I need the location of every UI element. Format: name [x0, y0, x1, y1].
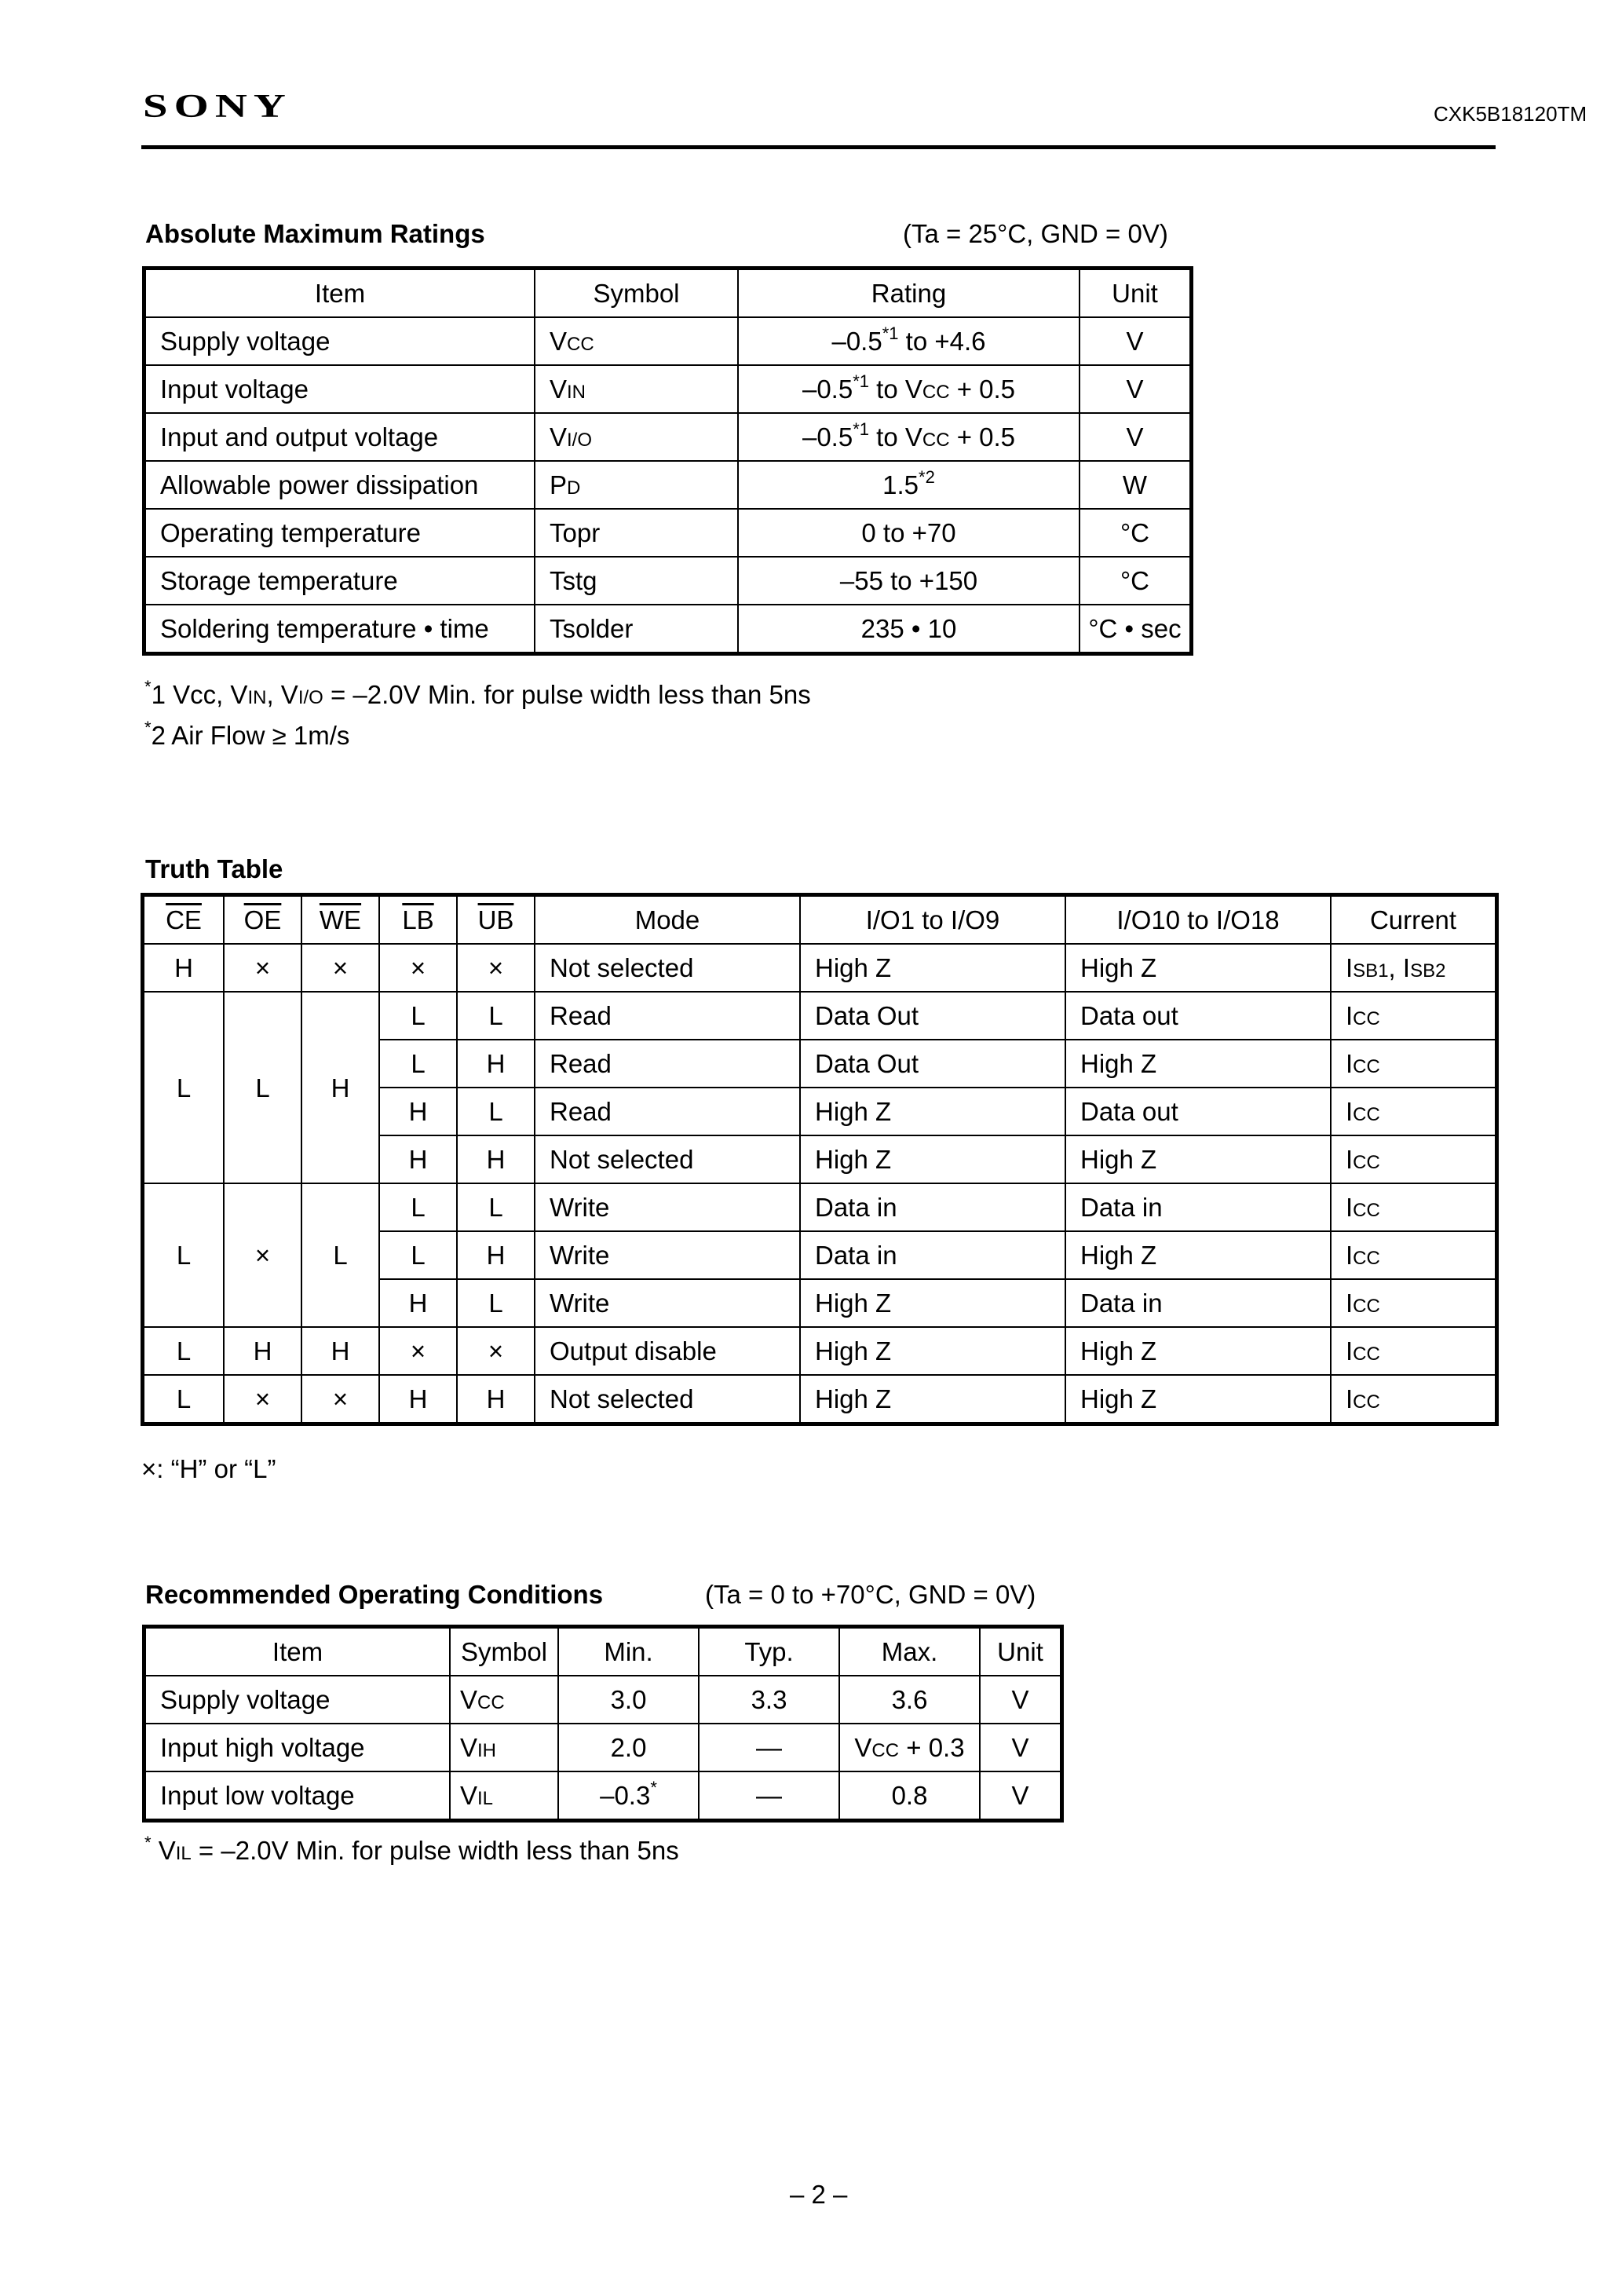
symbol-cell: VIL	[450, 1771, 558, 1819]
rating-cell: –0.5$^{*1}$ to VCC + 0.5	[738, 413, 1080, 461]
table-row	[145, 1676, 1061, 1724]
table-row	[145, 413, 1190, 461]
lb-cell: ×	[379, 944, 457, 992]
symbol-cell: PD	[535, 461, 738, 509]
we-cell: H	[301, 992, 379, 1183]
col-header: $\overline{UB}$	[457, 896, 535, 944]
mode-cell: Not selected	[535, 1135, 800, 1183]
min-cell: 3.0	[558, 1676, 699, 1724]
table-row	[144, 1183, 1496, 1231]
unit-cell: V	[980, 1676, 1061, 1724]
io10-cell: Data out	[1065, 1088, 1331, 1135]
max-cell: 3.6	[839, 1676, 980, 1724]
mode-cell: Output disable	[535, 1327, 800, 1375]
col-header: $\overline{LB}$	[379, 896, 457, 944]
io1-cell: Data in	[800, 1231, 1065, 1279]
item-cell: Input and output voltage	[145, 413, 535, 461]
col-header: Unit	[980, 1628, 1061, 1676]
item-cell: Allowable power dissipation	[145, 461, 535, 509]
io10-cell: High Z	[1065, 1135, 1331, 1183]
lb-cell: H	[379, 1279, 457, 1327]
ce-cell: L	[144, 1375, 224, 1423]
mode-cell: Read	[535, 1040, 800, 1088]
ub-cell: ×	[457, 1327, 535, 1375]
min-cell: –0.3*	[558, 1771, 699, 1819]
current-cell: ICC	[1331, 1088, 1496, 1135]
io1-cell: Data Out	[800, 992, 1065, 1040]
truth-header-row	[144, 896, 1496, 944]
current-cell: ICC	[1331, 1231, 1496, 1279]
col-header: Symbol	[450, 1628, 558, 1676]
unit-cell: °C • sec	[1080, 605, 1190, 653]
item-cell: Input low voltage	[145, 1771, 450, 1819]
we-cell: L	[301, 1183, 379, 1327]
lb-cell: H	[379, 1088, 457, 1135]
header-rule	[141, 145, 1496, 149]
col-header: Symbol	[535, 269, 738, 317]
io10-cell: Data out	[1065, 992, 1331, 1040]
current-cell: ICC	[1331, 1135, 1496, 1183]
unit-cell: V	[980, 1724, 1061, 1771]
ub-cell: H	[457, 1375, 535, 1423]
abs-max-note-2: *2 Air Flow ≥ 1m/s	[144, 718, 350, 750]
ub-cell: ×	[457, 944, 535, 992]
io10-cell: High Z	[1065, 1375, 1331, 1423]
table-row	[145, 1724, 1061, 1771]
io1-cell: High Z	[800, 1088, 1065, 1135]
ub-cell: H	[457, 1231, 535, 1279]
item-cell: Supply voltage	[145, 1676, 450, 1724]
io1-cell: High Z	[800, 944, 1065, 992]
col-header: Current	[1331, 896, 1496, 944]
typ-cell: —	[699, 1724, 839, 1771]
ub-cell: L	[457, 1088, 535, 1135]
item-cell: Supply voltage	[145, 317, 535, 365]
mode-cell: Read	[535, 1088, 800, 1135]
table-row	[145, 317, 1190, 365]
truth-table	[143, 895, 1496, 1424]
item-cell: Input voltage	[145, 365, 535, 413]
col-header: $\overline{CE}$	[144, 896, 224, 944]
io10-cell: High Z	[1065, 1231, 1331, 1279]
item-cell: Soldering temperature • time	[145, 605, 535, 653]
rec-op-table	[144, 1627, 1061, 1820]
symbol-cell: Tstg	[535, 557, 738, 605]
io1-cell: Data in	[800, 1183, 1065, 1231]
col-header: I/O1 to I/O9	[800, 896, 1065, 944]
col-header: Unit	[1080, 269, 1190, 317]
mode-cell: Not selected	[535, 1375, 800, 1423]
lb-cell: L	[379, 1183, 457, 1231]
oe-cell: ×	[224, 944, 301, 992]
col-header: $\overline{OE}$	[224, 896, 301, 944]
lb-cell: L	[379, 1040, 457, 1088]
symbol-cell: VIN	[535, 365, 738, 413]
current-cell: ICC	[1331, 992, 1496, 1040]
lb-cell: H	[379, 1375, 457, 1423]
truth-table-note: ×: “H” or “L”	[141, 1454, 276, 1483]
io1-cell: Data Out	[800, 1040, 1065, 1088]
table-row	[144, 944, 1496, 992]
col-header: $\overline{WE}$	[301, 896, 379, 944]
current-cell: ICC	[1331, 1040, 1496, 1088]
io1-cell: High Z	[800, 1327, 1065, 1375]
oe-cell: L	[224, 992, 301, 1183]
oe-cell: H	[224, 1327, 301, 1375]
io10-cell: High Z	[1065, 1040, 1331, 1088]
lb-cell: L	[379, 992, 457, 1040]
col-header: Rating	[738, 269, 1080, 317]
rating-cell: 1.5$^{*2}$	[738, 461, 1080, 509]
col-header: I/O10 to I/O18	[1065, 896, 1331, 944]
ce-cell: H	[144, 944, 224, 992]
symbol-cell: VI/O	[535, 413, 738, 461]
unit-cell: V	[1080, 365, 1190, 413]
lb-cell: L	[379, 1231, 457, 1279]
rating-cell: –0.5$^{*1}$ to VCC + 0.5	[738, 365, 1080, 413]
ub-cell: L	[457, 1183, 535, 1231]
abs-max-header-row	[145, 269, 1190, 317]
col-header: Mode	[535, 896, 800, 944]
table-row	[144, 992, 1496, 1040]
symbol-cell: VCC	[535, 317, 738, 365]
truth-table-title: Truth Table	[145, 854, 283, 883]
io10-cell: High Z	[1065, 1327, 1331, 1375]
unit-cell: V	[1080, 413, 1190, 461]
rating-cell: 235 • 10	[738, 605, 1080, 653]
rating-cell: 0 to +70	[738, 509, 1080, 557]
ub-cell: L	[457, 992, 535, 1040]
ub-cell: H	[457, 1135, 535, 1183]
typ-cell: 3.3	[699, 1676, 839, 1724]
symbol-cell: VCC	[450, 1676, 558, 1724]
max-cell: 0.8	[839, 1771, 980, 1819]
current-cell: ISB1, ISB2	[1331, 944, 1496, 992]
max-cell: VCC + 0.3	[839, 1724, 980, 1771]
lb-cell: ×	[379, 1327, 457, 1375]
ce-cell: L	[144, 992, 224, 1183]
io1-cell: High Z	[800, 1279, 1065, 1327]
we-cell: ×	[301, 944, 379, 992]
table-row	[145, 509, 1190, 557]
current-cell: ICC	[1331, 1375, 1496, 1423]
unit-cell: °C	[1080, 557, 1190, 605]
mode-cell: Read	[535, 992, 800, 1040]
io10-cell: Data in	[1065, 1279, 1331, 1327]
col-header: Max.	[839, 1628, 980, 1676]
rating-cell: –55 to +150	[738, 557, 1080, 605]
rating-cell: –0.5$^{*1}$ to +4.6	[738, 317, 1080, 365]
abs-max-table	[144, 269, 1191, 653]
unit-cell: V	[1080, 317, 1190, 365]
rec-op-title: Recommended Operating Conditions	[145, 1580, 604, 1609]
we-cell: H	[301, 1327, 379, 1375]
item-cell: Input high voltage	[145, 1724, 450, 1771]
current-cell: ICC	[1331, 1327, 1496, 1375]
table-row	[145, 605, 1190, 653]
ce-cell: L	[144, 1327, 224, 1375]
ub-cell: L	[457, 1279, 535, 1327]
oe-cell: ×	[224, 1183, 301, 1327]
symbol-cell: Topr	[535, 509, 738, 557]
ce-cell: L	[144, 1183, 224, 1327]
we-cell: ×	[301, 1375, 379, 1423]
mode-cell: Write	[535, 1279, 800, 1327]
table-row	[144, 1375, 1496, 1423]
mode-cell: Not selected	[535, 944, 800, 992]
abs-max-title: Absolute Maximum Ratings	[145, 219, 485, 248]
col-header: Item	[145, 1628, 450, 1676]
unit-cell: W	[1080, 461, 1190, 509]
item-cell: Operating temperature	[145, 509, 535, 557]
part-number: CXK5B18120TM	[1434, 102, 1587, 126]
rec-op-note: * VIL = –2.0V Min. for pulse width less than 5ns	[144, 1833, 679, 1865]
io10-cell: Data in	[1065, 1183, 1331, 1231]
table-row	[144, 1327, 1496, 1375]
table-row	[145, 461, 1190, 509]
symbol-cell: VIH	[450, 1724, 558, 1771]
abs-max-condition: (Ta = 25°C, GND = 0V)	[903, 219, 1168, 248]
min-cell: 2.0	[558, 1724, 699, 1771]
unit-cell: °C	[1080, 509, 1190, 557]
table-row	[145, 557, 1190, 605]
unit-cell: V	[980, 1771, 1061, 1819]
ub-cell: H	[457, 1040, 535, 1088]
sony-logo: SONY	[143, 89, 292, 125]
io1-cell: High Z	[800, 1135, 1065, 1183]
table-row	[145, 365, 1190, 413]
symbol-cell: Tsolder	[535, 605, 738, 653]
col-header: Typ.	[699, 1628, 839, 1676]
oe-cell: ×	[224, 1375, 301, 1423]
col-header: Item	[145, 269, 535, 317]
lb-cell: H	[379, 1135, 457, 1183]
current-cell: ICC	[1331, 1183, 1496, 1231]
typ-cell: —	[699, 1771, 839, 1819]
table-row	[145, 1771, 1061, 1819]
rec-op-header-row	[145, 1628, 1061, 1676]
io10-cell: High Z	[1065, 944, 1331, 992]
col-header: Min.	[558, 1628, 699, 1676]
abs-max-note-1: *1 Vcc, VIN, VI/O = –2.0V Min. for pulse width less than 5ns	[144, 677, 811, 709]
page-number: – 2 –	[790, 2180, 848, 2209]
mode-cell: Write	[535, 1231, 800, 1279]
current-cell: ICC	[1331, 1279, 1496, 1327]
item-cell: Storage temperature	[145, 557, 535, 605]
mode-cell: Write	[535, 1183, 800, 1231]
rec-op-condition: (Ta = 0 to +70°C, GND = 0V)	[705, 1580, 1036, 1609]
io1-cell: High Z	[800, 1375, 1065, 1423]
